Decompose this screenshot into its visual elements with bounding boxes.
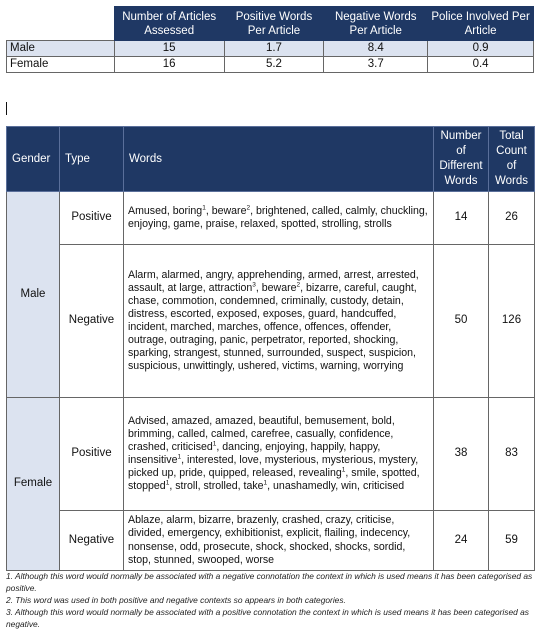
footnote-marker: 1 [341, 466, 346, 474]
different-count: 24 [434, 511, 489, 571]
summary-cell-articles: 16 [114, 57, 224, 73]
different-count: 14 [434, 192, 489, 245]
summary-cell-negative: 3.7 [324, 57, 428, 73]
word-segment: , beware [255, 281, 297, 294]
type-cell: Negative [60, 511, 124, 571]
summary-row-female [7, 57, 534, 73]
summary-row-label: Male [7, 41, 115, 57]
word-segment: , interested, love, mysterious, mysterious, mystery, picked up, pride, quipped, released, revealing [128, 454, 419, 480]
footnote-3: 3. Although this word would normally be associated with a positive connotation the context in which is used means it has been categorised as negative. [6, 607, 529, 629]
header-type: Type [60, 127, 124, 192]
word-list [124, 192, 434, 245]
type-cell: Positive [60, 398, 124, 511]
word-segment: Amused, boring [128, 204, 203, 217]
words-header-row [7, 127, 535, 192]
word-segment: , smile, spotted, stopped [128, 467, 420, 493]
word-segment: , bizarre, careful, caught, chase, commotion, condemned, criminally, custody, detain, distress, escorted, exposed, exposes, guard, handcuffed, incident, marched, marches, offence, offences, offender, outrage, outraging, panic, perpetrator, reported, shocking, sparking, strangest, stunned, surrounded, suspect, suspicion, suspicious, unwittingly, ushered, victims, warning, worrying [128, 281, 417, 373]
different-count: 50 [434, 245, 489, 398]
summary-cell-articles: 15 [114, 41, 224, 57]
summary-cell-negative: 8.4 [324, 41, 428, 57]
summary-cell-positive: 5.2 [224, 57, 324, 73]
header-gender: Gender [7, 127, 60, 192]
words-table [6, 126, 535, 571]
word-segment: , unashamedly, win, criticised [267, 480, 405, 493]
table-row [7, 398, 535, 511]
word-segment: , dancing, enjoying, happily, happy, insensitive [128, 440, 381, 466]
summary-header-row [7, 7, 534, 41]
word-segment: Ablaze, alarm, bizarre, brazenly, crashed, crazy, criticise, divided, emergency, exhibitionist, explicit, flailing, indecency, nonsense, odd, prosecute, shock, shocked, shocks, sordid, stop, stunned, swooped, worse [128, 514, 411, 566]
footnote-1: 1. Although this word would normally be associated with a negative connotation the context in which is used means it has been categorised as positive. [6, 571, 533, 593]
word-segment: , brightened, called, calmly, chuckling, enjoying, game, praise, relaxed, spotted, strolling, strolls [128, 204, 428, 230]
summary-row-label: Female [7, 57, 115, 73]
type-cell: Positive [60, 192, 124, 245]
text-cursor [6, 102, 7, 115]
word-segment: Advised, amazed, amazed, beautiful, bemusement, bold, brimming, called, calmed, carefree, casually, confidence, crashed, criticised [128, 414, 395, 453]
footnote-marker: 3 [252, 281, 256, 289]
total-count: 83 [489, 398, 535, 511]
word-segment: , stroll, strolled, take [169, 480, 264, 493]
word-segment: Alarm, alarmed, angry, apprehending, armed, arrest, arrested, assault, at large, attraction [128, 268, 419, 294]
summary-header-blank [7, 7, 115, 41]
summary-header-negative: Negative Words Per Article [324, 7, 428, 41]
header-words: Words [124, 127, 434, 192]
footnote-marker: 1 [165, 479, 170, 487]
word-list [124, 245, 434, 398]
summary-header-police: Police Involved Per Article [428, 7, 534, 41]
table-row [7, 192, 535, 245]
header-total-count: Total Count of Words [489, 127, 535, 192]
word-list [124, 398, 434, 511]
footnote-marker: 2 [246, 204, 251, 212]
gender-cell-male: Male [7, 192, 60, 398]
footnote-marker: 1 [263, 479, 268, 487]
word-list [124, 511, 434, 571]
total-count: 59 [489, 511, 535, 571]
header-different-words: Number of Different Words [434, 127, 489, 192]
footnote-marker: 2 [296, 281, 301, 289]
footnotes [6, 570, 534, 630]
summary-table [6, 6, 534, 73]
summary-cell-police: 0.4 [428, 57, 534, 73]
table-row [7, 511, 535, 571]
table-row [7, 245, 535, 398]
summary-header-positive: Positive Words Per Article [224, 7, 324, 41]
gender-cell-female: Female [7, 398, 60, 571]
footnote-marker: 1 [212, 440, 217, 448]
different-count: 38 [434, 398, 489, 511]
total-count: 26 [489, 192, 535, 245]
summary-row-male [7, 41, 534, 57]
footnote-marker: 1 [177, 453, 182, 461]
summary-header-articles: Number of Articles Assessed [114, 7, 224, 41]
footnote-2: 2. This word was used in both positive and negative contexts so appears in both categories. [6, 595, 346, 605]
word-segment: , beware [205, 204, 247, 217]
type-cell: Negative [60, 245, 124, 398]
footnote-marker: 1 [202, 204, 206, 212]
total-count: 126 [489, 245, 535, 398]
summary-cell-positive: 1.7 [224, 41, 324, 57]
summary-cell-police: 0.9 [428, 41, 534, 57]
